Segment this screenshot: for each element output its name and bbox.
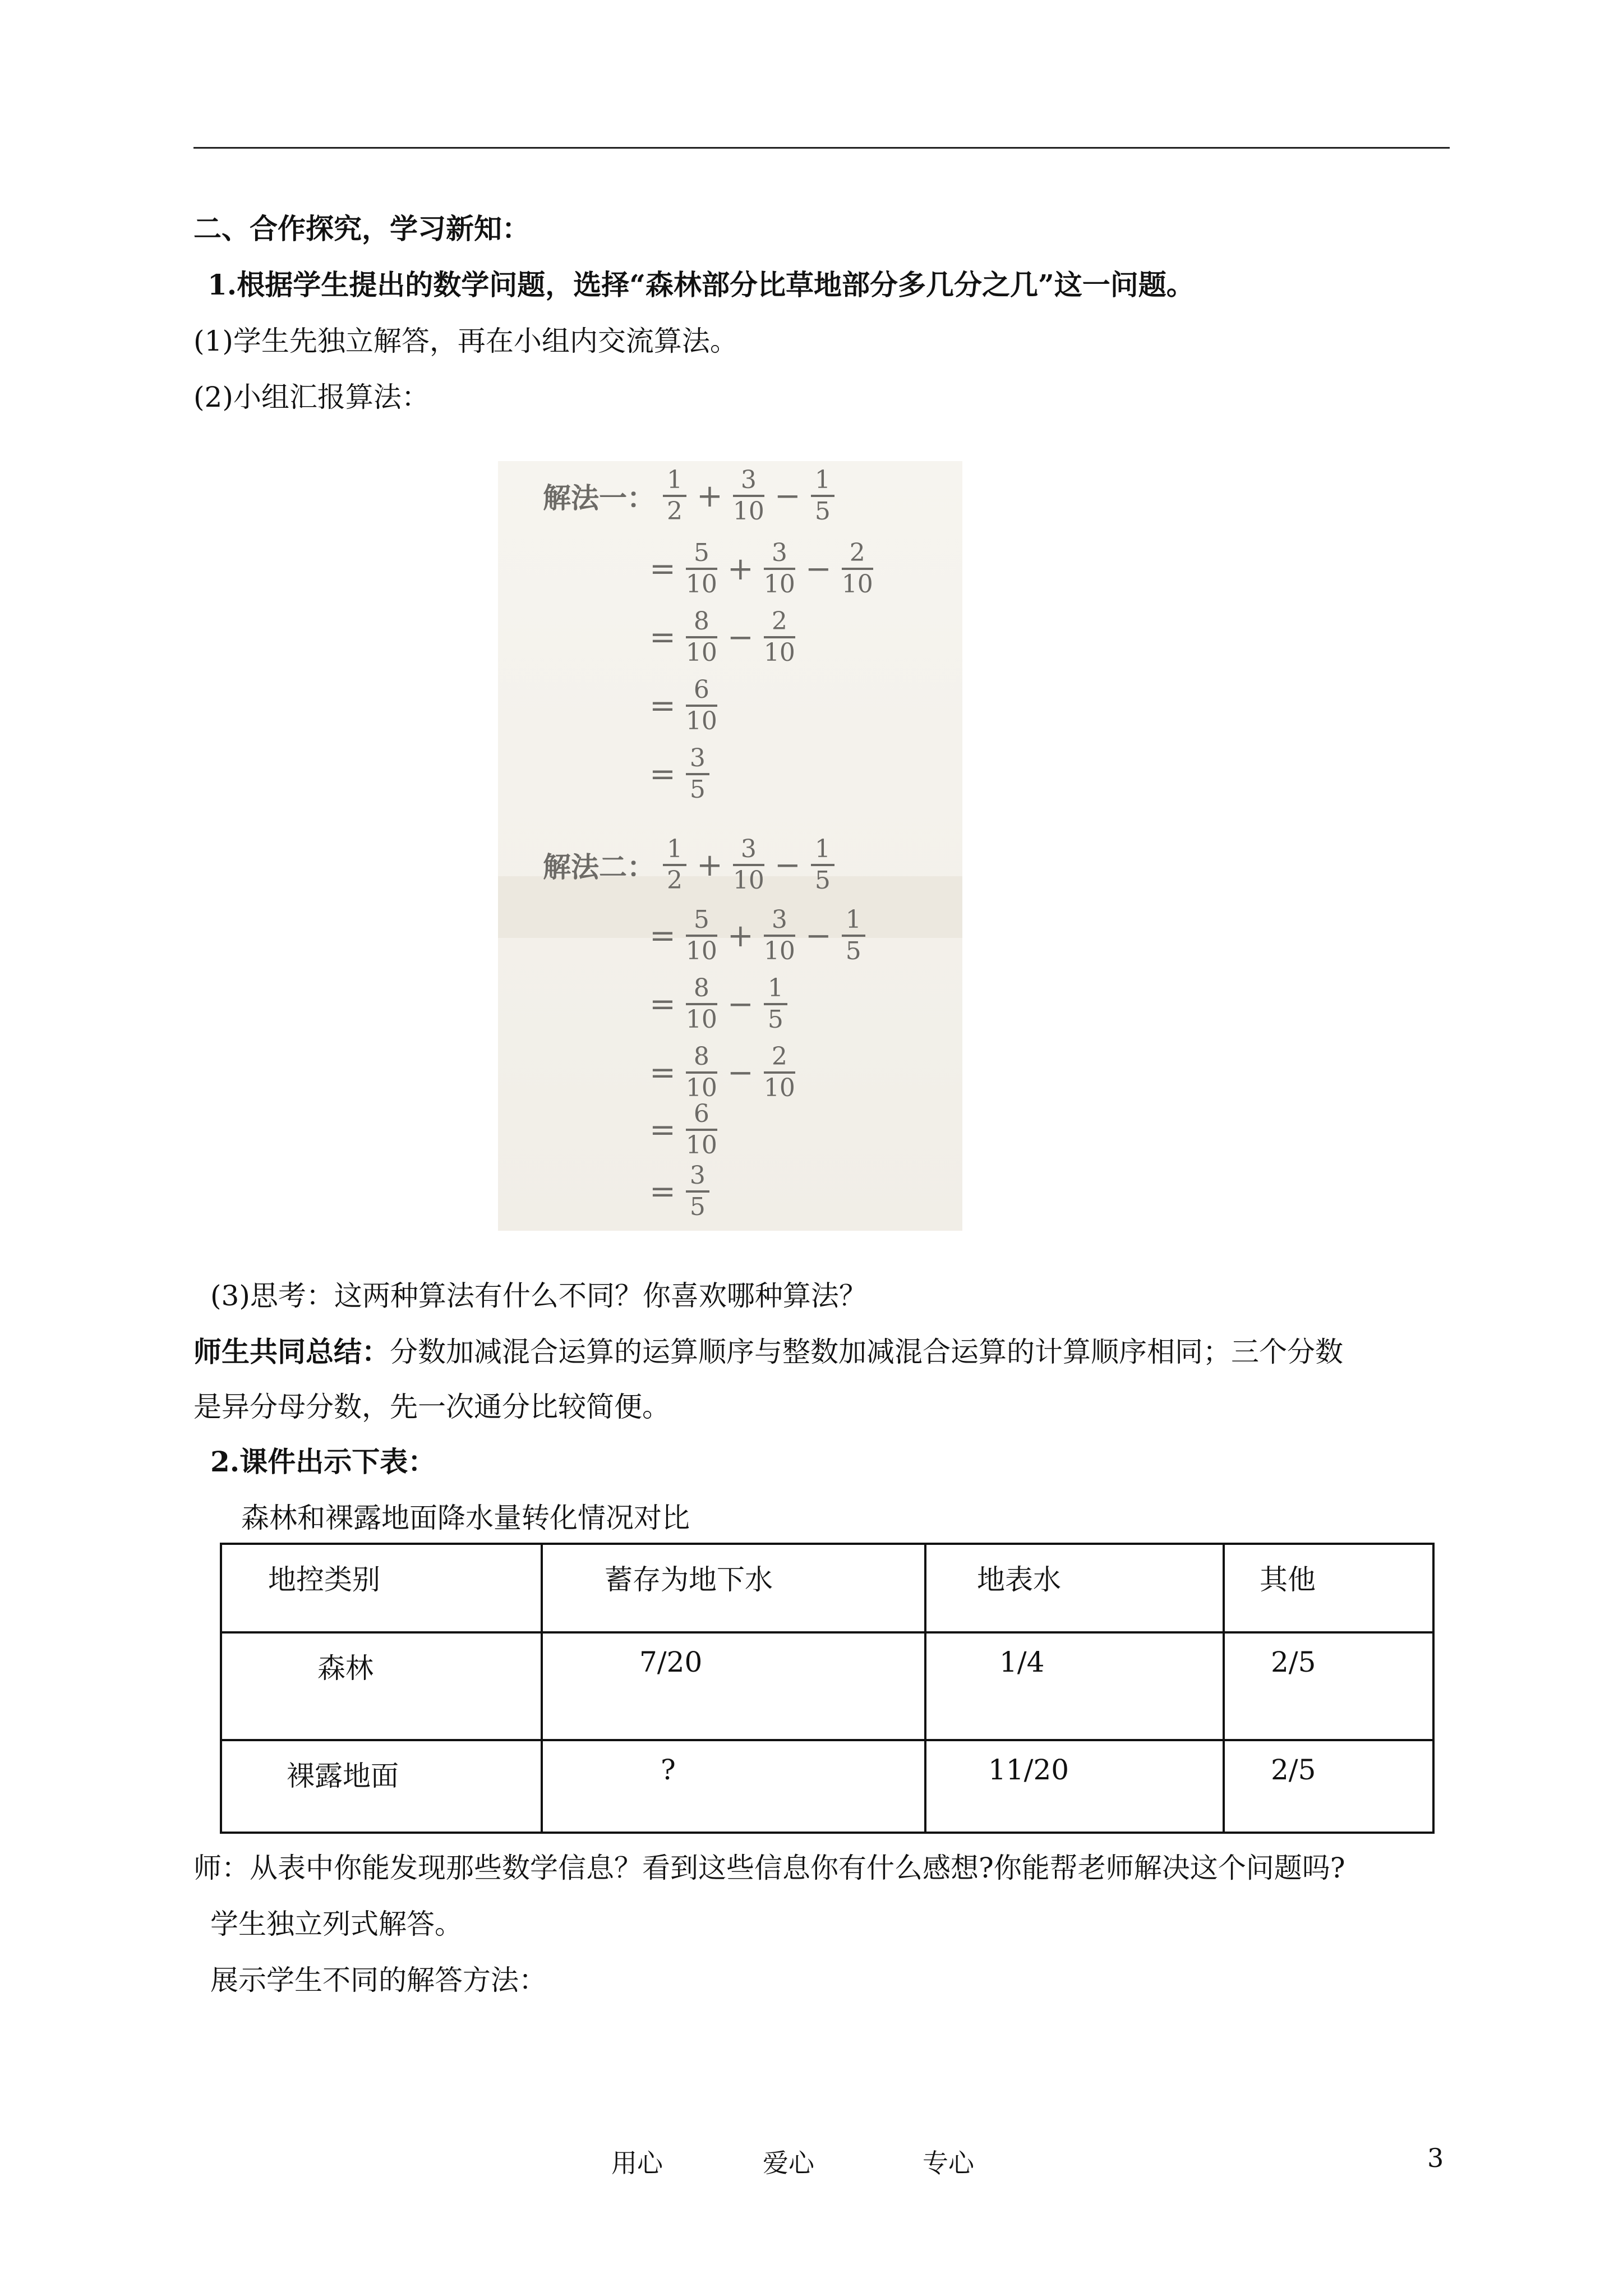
equals-sign: = xyxy=(649,619,676,656)
item-2: 2.课件出示下表： xyxy=(210,1445,436,1478)
numerator: 3 xyxy=(740,466,757,494)
numerator: 3 xyxy=(771,905,787,934)
method-label: 解法一： xyxy=(543,481,655,514)
denominator: 2 xyxy=(667,497,683,526)
denominator: 10 xyxy=(763,638,795,667)
denominator: 10 xyxy=(685,937,717,965)
fraction xyxy=(811,836,834,894)
denominator: 5 xyxy=(814,866,831,895)
equation-line xyxy=(649,608,800,666)
numerator: 6 xyxy=(693,1099,709,1128)
denominator: 10 xyxy=(732,866,764,895)
numerator: 8 xyxy=(693,974,709,1002)
section-heading: 二、合作探究，学习新知： xyxy=(193,212,530,245)
numerator: 1 xyxy=(814,466,831,494)
student-note: 学生独立列式解答。 xyxy=(210,1908,463,1940)
fraction xyxy=(733,467,764,525)
denominator: 10 xyxy=(685,638,717,667)
equation-line xyxy=(543,836,839,894)
equation-line xyxy=(649,907,870,965)
numerator: 2 xyxy=(771,607,787,636)
sub-item-3: (3)思考：这两种算法有什么不同？你喜欢哪种算法？ xyxy=(210,1280,867,1312)
equation-line xyxy=(649,745,714,803)
numerator: 3 xyxy=(740,835,757,863)
summary-line-2: 是异分母分数，先一次通分比较简便。 xyxy=(193,1391,670,1423)
footer-motto-3: 专心 xyxy=(923,2148,974,2178)
denominator: 10 xyxy=(685,1131,717,1159)
item-1: 1.根据学生提出的数学问题，选择“森林部分比草地部分多几分之几”这一问题。 xyxy=(208,268,1195,301)
numerator: 1 xyxy=(845,905,861,934)
table-cell: 2/5 xyxy=(1224,1632,1433,1740)
numerator: 2 xyxy=(771,1042,787,1071)
fraction xyxy=(842,907,865,965)
numerator: 1 xyxy=(667,835,683,863)
fraction xyxy=(663,836,686,894)
page-number: 3 xyxy=(1427,2143,1444,2173)
fraction xyxy=(764,975,787,1033)
table-cell: 森林 xyxy=(221,1632,542,1740)
footer-motto-1: 用心 xyxy=(611,2148,663,2178)
fraction xyxy=(663,467,686,525)
sub-item-1: (1)学生先独立解答，再在小组内交流算法。 xyxy=(193,325,738,357)
table-row xyxy=(221,1632,1433,1740)
equation-line xyxy=(649,1043,800,1102)
denominator: 5 xyxy=(845,937,861,965)
equals-sign: = xyxy=(649,550,676,587)
denominator: 5 xyxy=(689,775,706,804)
plus-sign: + xyxy=(697,477,723,514)
denominator: 10 xyxy=(685,707,717,735)
table-header-cell: 地表水 xyxy=(925,1544,1224,1632)
footer-motto-2: 爱心 xyxy=(763,2148,814,2178)
fraction xyxy=(686,608,717,666)
fraction xyxy=(764,907,795,965)
denominator: 2 xyxy=(667,866,683,895)
equals-sign: = xyxy=(649,1111,676,1148)
minus-sign: − xyxy=(805,550,832,587)
plus-sign: + xyxy=(727,917,754,954)
denominator: 5 xyxy=(767,1005,783,1034)
numerator: 2 xyxy=(849,539,865,567)
summary-text-1: 分数加减混合运算的运算顺序与整数加减混合运算的计算顺序相同；三个分数 xyxy=(390,1336,1343,1368)
denominator: 10 xyxy=(841,570,873,599)
teacher-question: 师：从表中你能发现那些数学信息？看到这些信息你有什么感想?你能帮老师解决这个问题吗? xyxy=(193,1852,1345,1884)
equals-sign: = xyxy=(649,1054,676,1091)
equation-line xyxy=(649,540,878,598)
fraction xyxy=(811,467,834,525)
minus-sign: − xyxy=(774,846,801,884)
fraction xyxy=(686,975,717,1033)
denominator: 10 xyxy=(685,1074,717,1102)
denominator: 5 xyxy=(689,1193,706,1221)
equation-line xyxy=(543,467,839,525)
fraction xyxy=(764,608,795,666)
fraction xyxy=(686,745,709,803)
table-header-row xyxy=(221,1544,1433,1632)
fraction xyxy=(686,540,717,598)
minus-sign: − xyxy=(727,619,754,656)
table-cell: 7/20 xyxy=(542,1632,925,1740)
summary-label: 师生共同总结： xyxy=(193,1335,390,1368)
table-header-cell: 其他 xyxy=(1224,1544,1433,1632)
numerator: 8 xyxy=(693,607,709,636)
numerator: 3 xyxy=(689,744,706,772)
minus-sign: − xyxy=(727,986,754,1023)
equation-line xyxy=(649,677,722,735)
denominator: 10 xyxy=(685,1005,717,1034)
table-cell: 1/4 xyxy=(925,1632,1224,1740)
numerator: 1 xyxy=(814,835,831,863)
numerator: 3 xyxy=(689,1161,706,1190)
table-header-cell: 蓄存为地下水 xyxy=(542,1544,925,1632)
plus-sign: + xyxy=(727,550,754,587)
numerator: 3 xyxy=(771,539,787,567)
table-cell: 裸露地面 xyxy=(221,1740,542,1833)
fraction xyxy=(686,1162,709,1221)
denominator: 10 xyxy=(763,1074,795,1102)
fraction xyxy=(842,540,873,598)
minus-sign: − xyxy=(727,1054,754,1091)
numerator: 1 xyxy=(767,974,783,1002)
fraction xyxy=(686,677,717,735)
sub-item-2: (2)小组汇报算法： xyxy=(193,381,430,413)
summary-line-1 xyxy=(193,1335,1343,1369)
fraction xyxy=(764,1043,795,1102)
denominator: 10 xyxy=(763,570,795,599)
equals-sign: = xyxy=(649,687,676,724)
denominator: 10 xyxy=(763,937,795,965)
precipitation-table xyxy=(220,1543,1435,1834)
fraction xyxy=(686,1043,717,1102)
plus-sign: + xyxy=(697,846,723,884)
numerator: 8 xyxy=(693,1042,709,1071)
minus-sign: − xyxy=(805,917,832,954)
minus-sign: − xyxy=(774,477,801,514)
table-cell: 2/5 xyxy=(1224,1740,1433,1833)
fraction xyxy=(686,907,717,965)
numerator: 6 xyxy=(693,675,709,704)
show-note: 展示学生不同的解答方法： xyxy=(210,1964,547,1996)
equation-line xyxy=(649,1162,714,1221)
textbook-scan-image xyxy=(498,461,962,1231)
denominator: 5 xyxy=(814,497,831,526)
equals-sign: = xyxy=(649,917,676,954)
equation-line xyxy=(649,975,792,1033)
table-cell: ? xyxy=(542,1740,925,1833)
fraction xyxy=(764,540,795,598)
denominator: 10 xyxy=(732,497,764,526)
numerator: 1 xyxy=(667,466,683,494)
denominator: 10 xyxy=(685,570,717,599)
equation-line xyxy=(649,1101,722,1159)
fraction xyxy=(733,836,764,894)
header-rule xyxy=(193,147,1450,149)
equals-sign: = xyxy=(649,986,676,1023)
table-row xyxy=(221,1740,1433,1833)
table-header-cell: 地控类别 xyxy=(221,1544,542,1632)
fraction xyxy=(686,1101,717,1159)
table-cell: 11/20 xyxy=(925,1740,1224,1833)
table-caption: 森林和裸露地面降水量转化情况对比 xyxy=(241,1502,690,1534)
equals-sign: = xyxy=(649,1173,676,1210)
numerator: 5 xyxy=(693,539,709,567)
equals-sign: = xyxy=(649,756,676,793)
numerator: 5 xyxy=(693,905,709,934)
method-label: 解法二： xyxy=(543,850,655,884)
